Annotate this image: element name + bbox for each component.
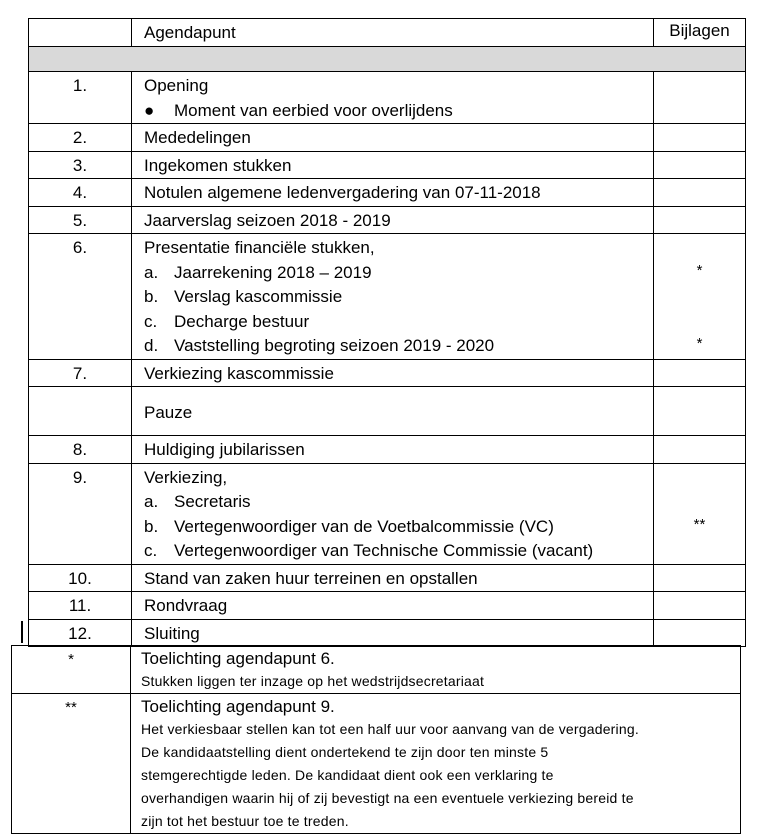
agenda-row <box>29 619 746 647</box>
item-number: 8. <box>29 436 132 464</box>
note-body: Stukken liggen ter inzage op het wedstrijdsecretariaat <box>141 673 485 689</box>
text-cursor <box>21 621 23 643</box>
item-number: 2. <box>29 124 132 152</box>
agenda-row <box>29 72 746 124</box>
note-text <box>131 694 741 834</box>
sub-item: c. Vertegenwoordiger van Technische Commissie (vacant) <box>144 541 594 560</box>
item-title: Presentatie financiële stukken, <box>144 238 375 257</box>
item-text <box>132 234 654 360</box>
sub-item: c. Decharge bestuur <box>144 311 310 331</box>
item-number: 6. <box>29 234 132 360</box>
agenda-row <box>29 234 746 360</box>
note-body-line: Het verkiesbaar stellen kan tot een half uur voor aanvang van de vergadering. <box>141 721 639 737</box>
agenda-row <box>29 206 746 234</box>
agenda-row <box>29 124 746 152</box>
agenda-row <box>29 436 746 464</box>
item-text: Sluiting <box>132 619 654 647</box>
header-row <box>29 19 746 47</box>
agenda-table <box>28 18 746 647</box>
agenda-row <box>29 179 746 207</box>
notes-table <box>11 645 741 834</box>
header-agendapunt: Agendapunt <box>132 19 654 47</box>
item-text: Huldiging jubilarissen <box>132 436 654 464</box>
note-body-line: overhandigen waarin hij of zij bevestigt na een eventuele verkiezing bereid te <box>141 790 634 806</box>
note-row <box>12 646 741 694</box>
pauze-text: Pauze <box>132 387 654 436</box>
item-number: 11. <box>29 592 132 620</box>
sub-item: a. Jaarrekening 2018 – 2019 <box>144 262 372 282</box>
item-text: Notulen algemene ledenvergadering van 07-11-2018 <box>132 179 654 207</box>
item-number: 7. <box>29 359 132 387</box>
note-marker: ** <box>12 694 131 834</box>
agenda-row <box>29 359 746 387</box>
sub-item: b. Vertegenwoordiger van de Voetbalcommissie (VC) <box>144 516 554 536</box>
sub-item: a. Secretaris <box>144 492 251 511</box>
item-number: 3. <box>29 151 132 179</box>
item-title: Opening <box>144 76 209 95</box>
item-number: 10. <box>29 564 132 592</box>
item-number: 4. <box>29 179 132 207</box>
item-number: 9. <box>29 463 132 564</box>
item-number: 5. <box>29 206 132 234</box>
header-bijlagen: Bijlagen <box>654 19 746 47</box>
item-number: 12. <box>29 619 132 647</box>
shaded-row <box>29 47 746 72</box>
agenda-row <box>29 463 746 564</box>
sub-item: d. Vaststelling begroting seizoen 2019 - 2020 <box>144 336 495 355</box>
note-body-line: zijn tot het bestuur toe te treden. <box>141 813 349 829</box>
agenda-row <box>29 564 746 592</box>
item-text: Jaarverslag seizoen 2018 - 2019 <box>132 206 654 234</box>
item-text: Mededelingen <box>132 124 654 152</box>
note-title: Toelichting agendapunt 9. <box>141 697 335 716</box>
note-body-line: De kandidaatstelling dient ondertekend te zijn door ten minste 5 <box>141 744 549 760</box>
item-text: Ingekomen stukken <box>132 151 654 179</box>
note-row <box>12 694 741 834</box>
bullet-text: Moment van eerbied voor overlijdens <box>174 100 453 120</box>
item-text: Verkiezing kascommissie <box>132 359 654 387</box>
bijlage-marker: * <box>696 262 703 279</box>
bullet-icon: ● <box>144 100 155 120</box>
item-text <box>132 72 654 124</box>
note-body-line: stemgerechtigde leden. De kandidaat dient ook een verklaring te <box>141 767 554 783</box>
note-marker: * <box>12 646 131 694</box>
note-text <box>131 646 741 694</box>
item-text: Stand van zaken huur terreinen en opstallen <box>132 564 654 592</box>
agenda-row <box>29 151 746 179</box>
agenda-row <box>29 592 746 620</box>
header-number-cell <box>29 19 132 47</box>
item-text: Rondvraag <box>132 592 654 620</box>
bijlage-marker: ** <box>693 515 706 533</box>
item-bijlage <box>654 72 746 124</box>
item-bijlage <box>654 234 746 360</box>
pauze-row <box>29 387 746 436</box>
item-title: Verkiezing, <box>144 467 228 487</box>
item-text <box>132 463 654 564</box>
bijlage-marker: * <box>696 335 703 352</box>
bullet-item <box>144 99 653 124</box>
sub-item: b. Verslag kascommissie <box>144 287 343 306</box>
note-title: Toelichting agendapunt 6. <box>141 649 335 668</box>
item-number: 1. <box>29 72 132 124</box>
item-bijlage <box>654 463 746 564</box>
